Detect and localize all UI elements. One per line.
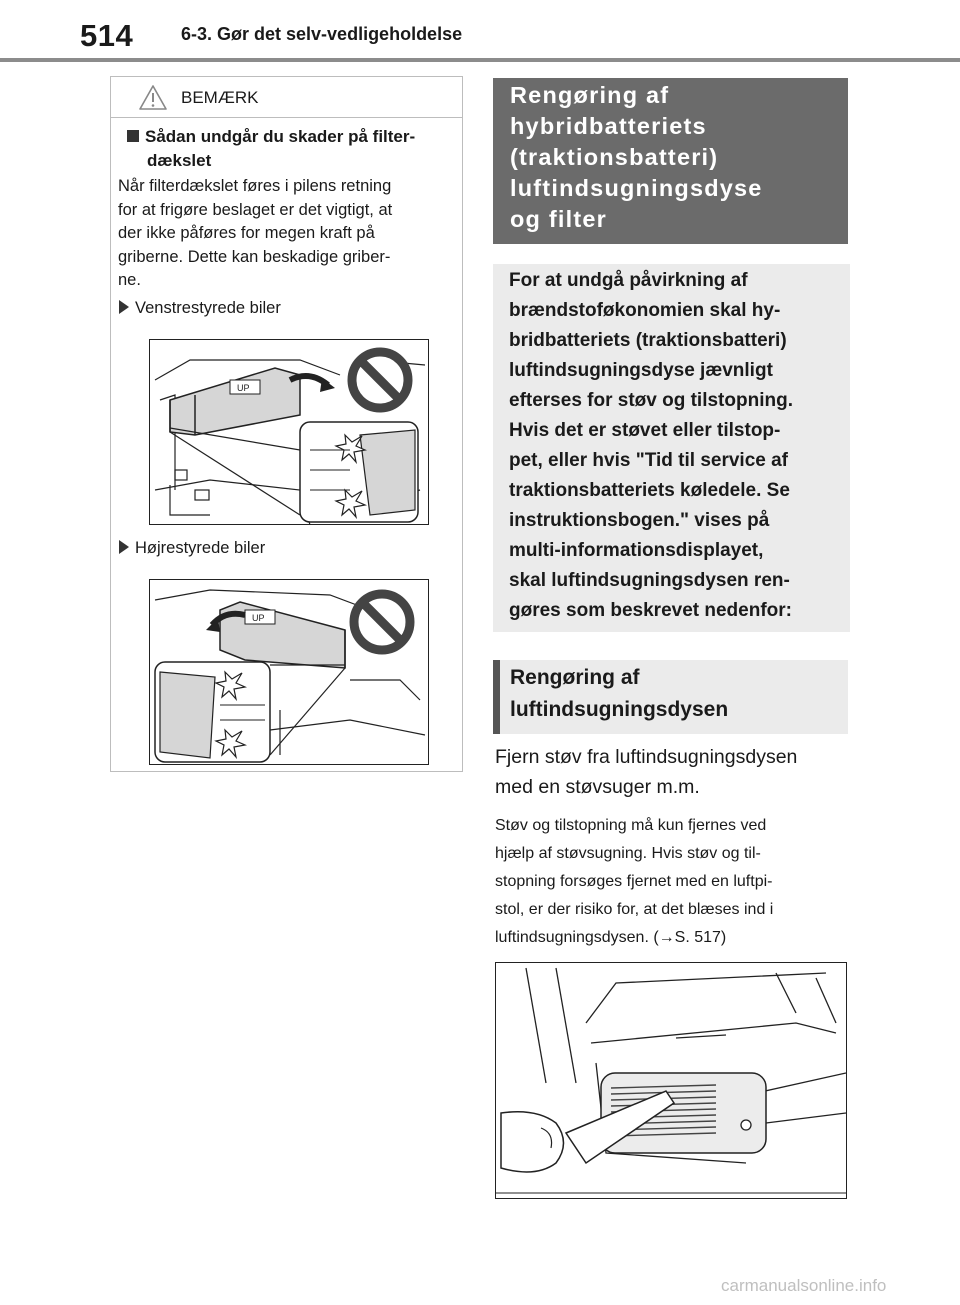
intro-line: traktionsbatteriets køledele. Se [509,480,790,501]
instruction-paragraph [495,742,850,802]
section-title: 6-3. Gør det selv-vedligeholdelse [181,24,463,44]
section-heading-line: luftindsugningsdyse [510,175,763,201]
illustration-right-drive [149,579,429,765]
warning-triangle-icon [138,84,168,111]
notice-heading [127,125,449,173]
notice-heading-line: dækslet [147,151,212,170]
notice-header [111,77,462,118]
caution-line: luftindsugningsdysen. (→S. 517) [495,929,727,946]
intro-text [509,266,839,626]
notice-body-line: Når filterdækslet føres i pilens retning [118,177,392,195]
header-rule [0,58,960,62]
illustration-vacuum-intake [495,962,847,1199]
subsection-heading-box [493,660,848,734]
notice-heading-line: Sådan undgår du skader på filter- [145,127,416,146]
subsection-heading-line: luftindsugningsdysen [510,698,729,721]
caution-line: stol, er der risiko for, at det blæses ind i [495,901,774,918]
notice-body-line: der ikke påføres for megen kraft på [118,224,375,242]
right-drive-text: Højrestyrede biler [135,539,266,557]
notice-body-line: for at frigøre beslaget er det vigtigt, at [118,200,393,219]
filter-cover-left-drive-figure [150,340,429,525]
intro-line: brændstoføkonomien skal hy- [509,300,781,321]
intro-line: pet, eller hvis "Tid til service af [509,450,788,471]
caution-line: Støv og tilstopning må kun fjernes ved [495,817,767,834]
intro-line: bridbatteriets (traktionsbatteri) [509,330,787,351]
notice-body [118,175,453,293]
figure-mark-text: UP [237,383,250,393]
notice-body-line: ne. [118,271,141,289]
intro-line: multi-informationsdisplayet, [509,540,764,561]
subsection-heading-line: Rengøring af [510,666,640,689]
intro-line: luftindsugningsdyse jævnligt [509,360,773,381]
section-heading-line: Rengøring af [510,82,670,108]
intro-line: efterses for støv og tilstopning. [509,390,793,411]
watermark: carmanualsonline.info [721,1276,887,1295]
intro-line: instruktionsbogen." vises på [509,510,770,531]
page-header [0,0,960,62]
vacuum-cleaning-figure [496,963,847,1199]
caution-paragraph [495,812,850,952]
notice-body-line: griberne. Dette kan beskadige griber- [118,247,391,266]
filter-cover-right-drive-figure [150,580,429,765]
notice-label: BEMÆRK [181,88,259,107]
figure-mark-text: UP [252,613,265,623]
caution-line: hjælp af støvsugning. Hvis støv og til- [495,845,761,862]
left-drive-text: Venstrestyrede biler [135,299,281,317]
intro-line: gøres som beskrevet nedenfor: [509,600,792,621]
intro-line: skal luftindsugningsdysen ren- [509,570,790,591]
section-heading-line: (traktionsbatteri) [510,144,719,170]
section-heading-line: hybridbatteriets [510,113,707,139]
instruction-line: med en støvsuger m.m. [495,776,700,798]
triangle-bullet-icon [119,540,129,554]
right-drive-label [119,539,265,558]
subsection-heading [510,662,840,726]
instruction-line: Fjern støv fra luftindsugningsdysen [495,746,798,768]
page-number: 514 [80,18,134,53]
caution-line: stopning forsøges fjernet med en luftpi- [495,873,773,890]
section-heading-line: og filter [510,206,607,232]
intro-box [493,264,850,632]
intro-line: For at undgå påvirkning af [509,270,748,291]
left-drive-label [119,299,281,318]
triangle-bullet-icon [119,300,129,314]
square-bullet-icon [127,130,139,142]
notice-box [110,76,463,772]
section-title-box [493,78,848,244]
intro-line: Hvis det er støvet eller tilstop- [509,420,781,441]
illustration-left-drive [149,339,429,525]
section-heading [510,80,840,235]
